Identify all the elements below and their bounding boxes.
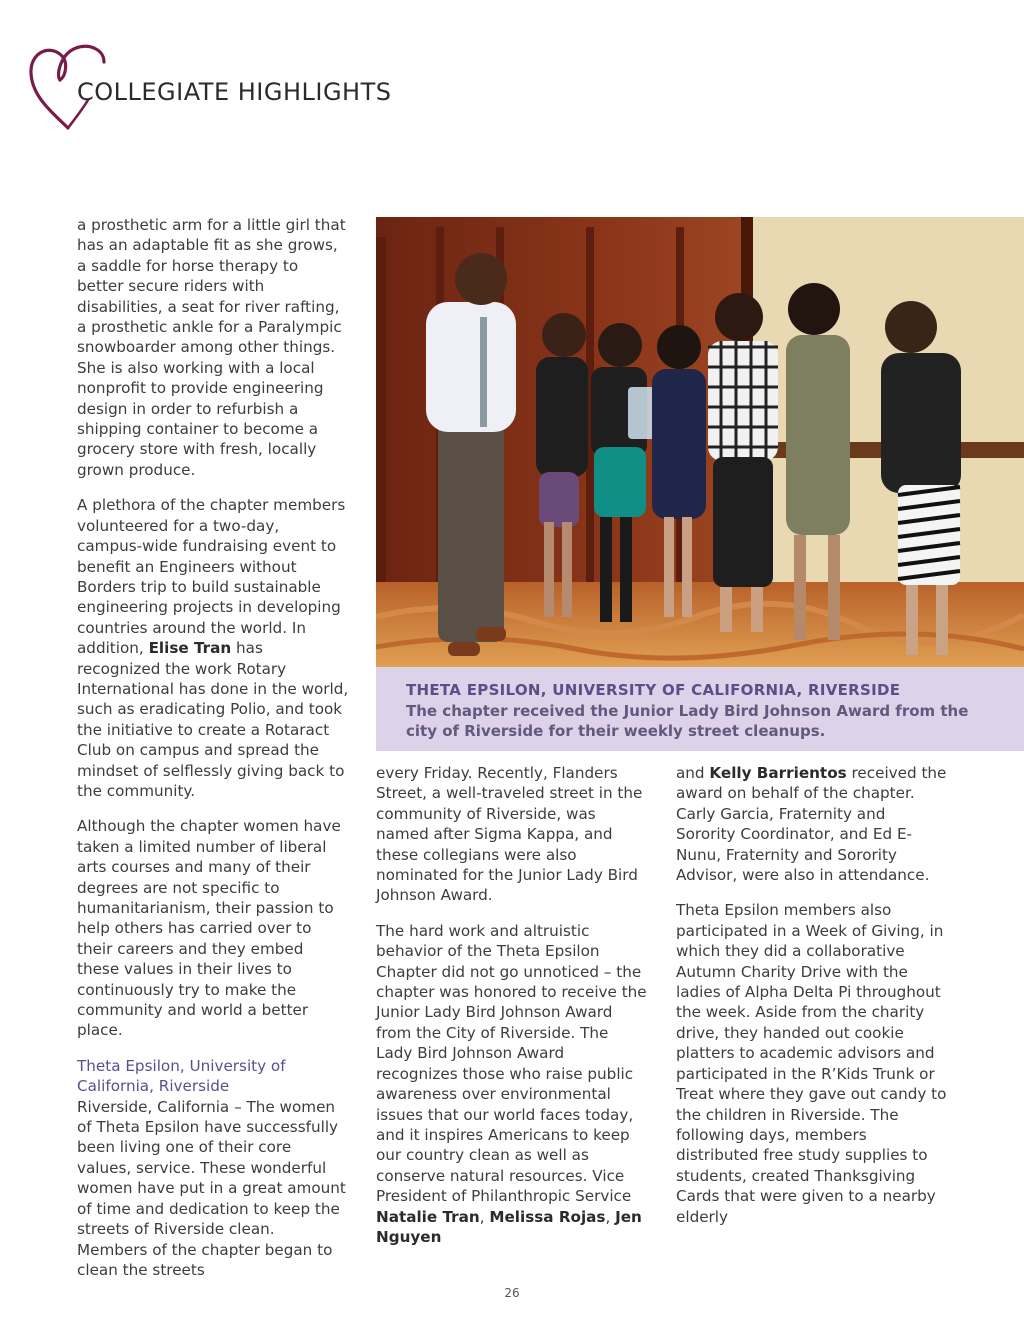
chapter-award-photo <box>376 217 1024 667</box>
article-column-2 <box>376 763 648 1247</box>
page-header <box>0 0 1024 140</box>
chapter-subheading: Theta Epsilon, University of California, Riverside <box>77 1056 286 1096</box>
paragraph: Although the chapter women have taken a limited number of liberal arts courses and many of their degrees are not specific to humanitarianism, their passion to help others has carried over to their careers and they embed these values in their lives to continuously try to make the community and world a better place. <box>77 817 341 1040</box>
caption-title: THETA EPSILON, UNIVERSITY OF CALIFORNIA, RIVERSIDE <box>406 681 901 699</box>
paragraph: Theta Epsilon members also participated in a Week of Giving, in which they did a collaborative Autumn Charity Drive with the ladies of Alpha Delta Pi throughout the week. Aside from the charity drive, they handed out cookie platters to academic advisors and participated in the R’Kids Trunk or Treat where they gave out candy to the children in Riverside. The following days, members distributed free study supplies to students, created Thanksgiving Cards that were given to a nearby elderly <box>676 901 947 1226</box>
member-name: Elise Tran <box>148 639 232 658</box>
photo-illustration <box>376 217 1024 667</box>
paragraph: Riverside, California – The women of Theta Epsilon have successfully been living one of their core values, service. These wonderful women have put in a great amount of time and dedication to keep the streets of Riverside clean. Members of the chapter began to clean the streets <box>77 1097 346 1279</box>
paragraph: The hard work and altruistic behavior of the Theta Epsilon Chapter did not go unnoticed – the chapter was honored to receive the Junior Lady Bird Johnson Award from the City of Riverside. The Lady Bird Johnson Award recognizes those who raise public awareness over environmental issues that our world faces today, and it inspires Americans to keep our country clean as well as conserve natural resources. Vice President of Philanthropic Service Natalie Tran, Melissa Rojas, Jen Nguyen <box>376 921 647 1246</box>
paragraph: and Kelly Barrientos received the award on behalf of the chapter. Carly Garcia, Fraternity and Sorority Coordinator, and Ed E-Nunu, Fraternity and Sorority Advisor, were also in attendance. <box>676 764 947 885</box>
article-column-3 <box>676 763 948 1227</box>
member-name: Kelly Barrientos <box>709 764 847 782</box>
page-number: 26 <box>504 1286 520 1300</box>
photo-caption <box>376 667 1024 751</box>
caption-text: The chapter received the Junior Lady Bird Johnson Award from the city of Riverside for their weekly street cleanups. <box>406 701 969 740</box>
paragraph: A plethora of the chapter members volunteered for a two-day, campus-wide fundraising event to benefit an Engineers without Borders trip to build sustainable engineering projects in developing countries around the world. In addition, Elise Tran has recognized the work Rotary International has done in the world, such as eradicating Polio, and took the initiative to create a Rotaract Club on campus and spread the mindset of selflessly giving back to the community. <box>77 496 349 800</box>
member-name: Jen Nguyen <box>376 1207 642 1246</box>
section-title: COLLEGIATE HIGHLIGHTS <box>77 78 392 106</box>
paragraph: every Friday. Recently, Flanders Street, a well-traveled street in the community of Riverside, was named after Sigma Kappa, and these collegians were also nominated for the Junior Lady Bird Johnson Award. <box>376 764 643 905</box>
member-name: Melissa Rojas <box>489 1207 606 1226</box>
article-column-1 <box>77 215 349 1280</box>
member-name: Natalie Tran <box>376 1207 480 1226</box>
paragraph: a prosthetic arm for a little girl that has an adaptable fit as she grows, a saddle for horse therapy to better secure riders with disabilities, a seat for river rafting, a prosthetic ankle for a Paralympic snowboarder among other things. She is also working with a local nonprofit to provide engineering design in order to refurbish a shipping container to become a grocery store with fresh, locally grown produce. <box>77 216 346 479</box>
